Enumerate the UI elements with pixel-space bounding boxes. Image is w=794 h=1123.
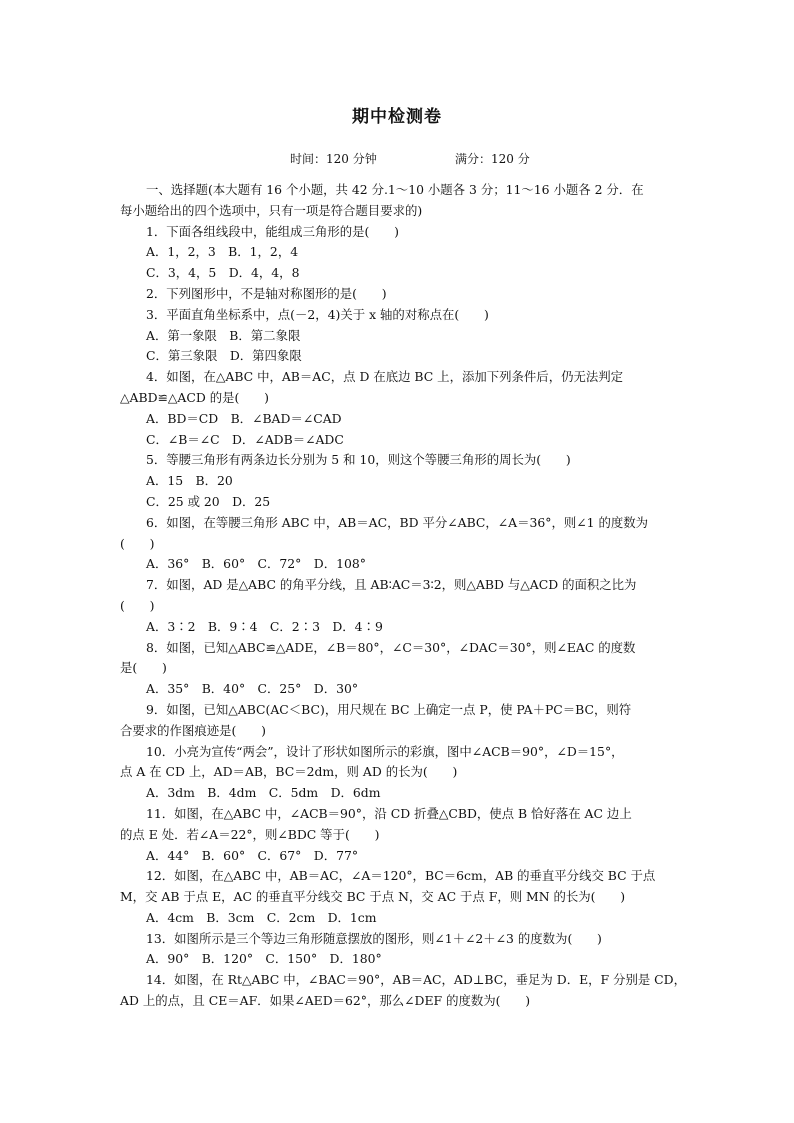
- q14-stem-cont: AD 上的点，且 CE＝AF．如果∠AED＝62°，那么∠DEF 的度数为( ): [120, 993, 531, 1009]
- section-heading-cont: 每小题给出的四个选项中，只有一项是符合题目要求的): [120, 202, 423, 218]
- q4-stem-cont: △ABD≌△ACD 的是( ): [120, 389, 269, 405]
- q5-options-cd: C．25 或 20 D．25: [146, 493, 271, 509]
- q9-stem: 9．如图，已知△ABC(AC＜BC)，用尺规在 BC 上确定一点 P，使 PA＋PC＝BC，则符: [146, 701, 632, 717]
- q4-stem: 4．如图，在△ABC 中，AB＝AC，点 D 在底边 BC 上，添加下列条件后，仍无法判定: [146, 369, 624, 385]
- q13-stem: 13．如图所示是三个等边三角形随意摆放的图形，则∠1＋∠2＋∠3 的度数为( ): [146, 930, 602, 946]
- q3-options-cd: C．第三象限 D．第四象限: [146, 348, 302, 364]
- q9-stem-cont: 合要求的作图痕迹是( ): [120, 722, 266, 738]
- full-score: 满分：120 分: [455, 152, 530, 166]
- section-heading: 一、选择题(本大题有 16 个小题，共 42 分.1～10 小题各 3 分；11～16 小题各 2 分．在: [146, 182, 644, 197]
- q7-options: A．3∶2 B．9∶4 C．2∶3 D．4∶9: [146, 618, 383, 634]
- q2-stem: 2．下列图形中，不是轴对称图形的是( ): [146, 285, 387, 301]
- q7-stem: 7．如图，AD 是△ABC 的角平分线，且 AB∶AC＝3∶2，则△ABD 与△ACD 的面积之比为: [146, 577, 637, 593]
- q1-options-ab: A．1，2，3 B．1，2，4: [146, 244, 299, 260]
- q12-stem-cont: M，交 AB 于点 E，AC 的垂直平分线交 BC 于点 N，交 AC 于点 F，则 MN 的长为( ): [120, 889, 626, 905]
- q7-stem-cont: ( ): [120, 597, 155, 613]
- q14-stem: 14．如图，在 Rt△ABC 中，∠BAC＝90°，AB＝AC，AD⊥BC，垂足为 D．E，F 分别是 CD，: [146, 972, 686, 988]
- page-title: 期中检测卷: [352, 107, 442, 127]
- q8-stem-cont: 是( ): [120, 660, 167, 676]
- q5-options-ab: A．15 B．20: [146, 473, 233, 489]
- q4-options-ab: A．BD＝CD B．∠BAD＝∠CAD: [146, 410, 342, 426]
- q1-options-cd: C．3，4，5 D．4，4，8: [146, 265, 300, 281]
- q10-options: A．3dm B．4dm C．5dm D．6dm: [146, 785, 381, 801]
- q8-stem: 8．如图，已知△ABC≌△ADE，∠B＝80°，∠C＝30°，∠DAC＝30°，则∠EAC 的度数: [146, 639, 636, 655]
- q6-stem: 6．如图，在等腰三角形 ABC 中，AB＝AC，BD 平分∠ABC，∠A＝36°，则∠1 的度数为: [146, 514, 649, 530]
- q12-options: A．4cm B．3cm C．2cm D．1cm: [146, 909, 377, 925]
- q10-stem-cont: 点 A 在 CD 上，AD＝AB，BC＝2dm，则 AD 的长为( ): [120, 764, 458, 780]
- q4-options-cd: C．∠B＝∠C D．∠ADB＝∠ADC: [146, 431, 344, 447]
- q6-stem-cont: ( ): [120, 535, 155, 551]
- q13-options: A．90° B．120° C．150° D．180°: [146, 951, 382, 967]
- q8-options: A．35° B．40° C．25° D．30°: [146, 681, 359, 697]
- q6-options: A．36° B．60° C．72° D．108°: [146, 556, 366, 572]
- time-limit: 时间：120 分钟: [290, 152, 377, 166]
- q12-stem: 12．如图，在△ABC 中，AB＝AC，∠A＝120°，BC＝6cm，AB 的垂直平分线交 BC 于点: [146, 868, 656, 884]
- q1-stem: 1．下面各组线段中，能组成三角形的是( ): [146, 223, 399, 239]
- q11-stem-cont: 的点 E 处．若∠A＝22°，则∠BDC 等于( ): [120, 826, 380, 842]
- q5-stem: 5．等腰三角形有两条边长分别为 5 和 10，则这个等腰三角形的周长为( ): [146, 452, 571, 468]
- question-list: [120, 180, 686, 1012]
- q3-options-ab: A．第一象限 B．第二象限: [146, 327, 301, 343]
- q11-options: A．44° B．60° C．67° D．77°: [146, 847, 359, 863]
- q11-stem: 11．如图，在△ABC 中，∠ACB＝90°，沿 CD 折叠△CBD，使点 B 恰好落在 AC 边上: [146, 805, 632, 821]
- q10-stem: 10．小亮为宣传“两会”，设计了形状如图所示的彩旗，图中∠ACB＝90°，∠D＝15°，: [146, 743, 624, 759]
- q3-stem: 3．平面直角坐标系中，点(－2，4)关于 x 轴的对称点在( ): [146, 306, 489, 322]
